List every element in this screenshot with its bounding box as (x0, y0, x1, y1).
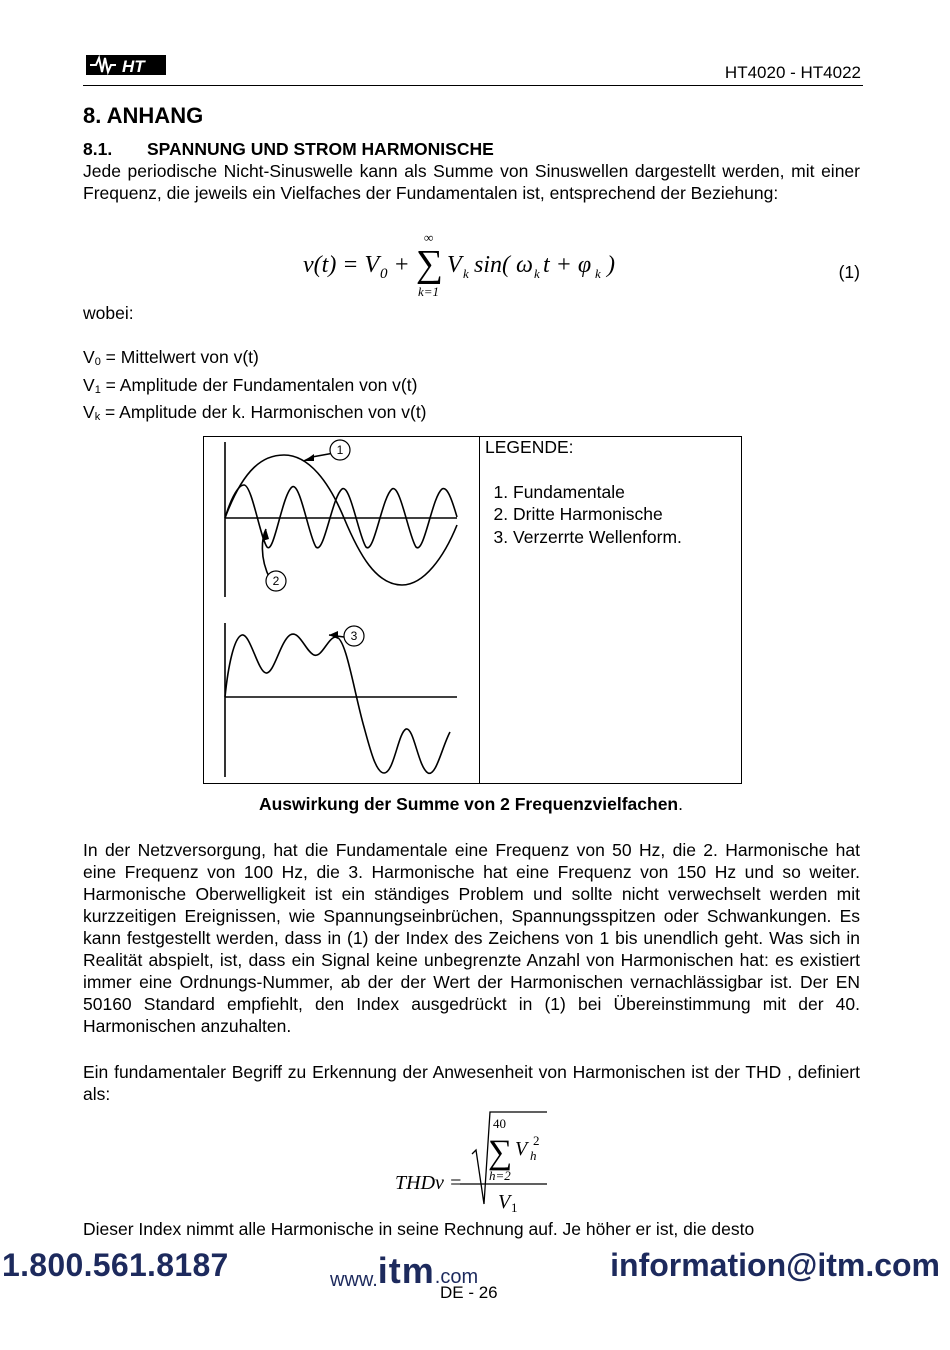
thd-lhs: THDv = (395, 1172, 463, 1194)
subsection-title: SPANNUNG UND STROM HARMONISCHE (147, 139, 494, 159)
harmonics-paragraph: In der Netzversorgung, hat die Fundamentale eine Frequenz von 50 Hz, die 2. Harmonische hat eine Frequenz von 100 Hz, die 3. Harmonische hat eine Frequenz von 150 Hz und so weiter. Harmonische Oberwelligkeit ist ein ständiges Problem und sollte nicht verwechselt werden mit kurzzeitigen Ereignissen, wie Spannungseinbrüchen, Spannungsspitzen oder Schwankungen. Es kann festgestellt werden, dass in (1) der Index des Zeichens von 1 bis unendlich geht. Was sich in Realität abspielt, ist, dass ein Signal keine unbegrenzte Anzahl von Harmonischen hat: es existiert immer eine Ordnungs-Nummer, ab der der Wert der Harmonischen vernachlässigbar ist. Der EN 50160 Standard empfiehlt, den Index ausgedrückt in (1) bei Übereinstimmung mit der 40. Harmonischen anzuhalten. (83, 840, 860, 1036)
marker-2-label: 2 (272, 574, 280, 588)
marker-1-arrowhead (304, 454, 314, 461)
legend-title: LEGENDE: (485, 437, 574, 457)
ht-logo (86, 52, 168, 78)
formula1-sum-bottom: k=1 (418, 284, 440, 299)
closing-paragraph: Dieser Index nimmt alle Harmonische in seine Rechnung auf. Je höher er ist, die desto (83, 1219, 755, 1239)
figure-legend (485, 436, 682, 548)
thd-term-sup: 2 (533, 1133, 540, 1148)
thd-sum-symbol: ∑ (488, 1134, 513, 1171)
figure-divider (479, 436, 480, 784)
thd-sum-bottom: h=2 (489, 1168, 511, 1183)
formula1-phi-sub: k (595, 266, 601, 281)
definition-vk: $V_k$ = Amplitude der k. Harmonischen von v(t) (83, 402, 427, 423)
formula1-t-phi: t + φ (543, 252, 592, 278)
legend-item: 2. Dritte Harmonische (513, 503, 682, 526)
equation-number: (1) (838, 262, 860, 282)
header-rule (83, 85, 863, 86)
fourier-formula (300, 230, 640, 302)
thd-den-sub: 1 (511, 1200, 518, 1215)
definitions-list (83, 346, 427, 429)
caption-bold: Auswirkung der Summe von 2 Frequenzvielfachen (258, 794, 679, 814)
footer-brand: itm (377, 1250, 435, 1291)
formula1-term: V (447, 252, 462, 278)
footer-phone: 1.800.561.8187 (2, 1247, 229, 1283)
legend-item: 1. Fundamentale (513, 481, 682, 504)
marker-3-label: 3 (350, 629, 358, 643)
formula1-sum-top: ∞ (424, 230, 434, 245)
formula1-close: ) (607, 252, 615, 278)
page-number: DE - 26 (440, 1283, 498, 1302)
footer-dotcom: .com (434, 1266, 479, 1288)
model-number: HT4020 - HT4022 (724, 63, 861, 82)
sum-symbol: ∑ (416, 243, 444, 285)
logo-text: HT (122, 57, 145, 76)
definition-v0: $V_0$ = Mittelwert von v(t) (83, 347, 259, 368)
formula1-plus: + (395, 252, 409, 278)
thd-term-sub: h (530, 1148, 537, 1163)
thd-sum-top: 40 (493, 1116, 506, 1131)
wobei-label: wobei: (83, 303, 134, 323)
legend-item: 3. Verzerrte Wellenform. (513, 526, 682, 549)
distorted-wave (225, 634, 450, 773)
thd-den: V (498, 1191, 511, 1213)
caption-end: . (678, 794, 683, 814)
thd-intro-paragraph: Ein fundamentaler Begriff zu Erkennung der Anwesenheit von Harmonischen ist der THD , definiert als: (83, 1062, 860, 1104)
legend-list (485, 481, 682, 549)
intro-paragraph: Jede periodische Nicht-Sinuswelle kann als Summe von Sinuswellen dargestellt werden, mit einer Frequenz, die jeweils ein Vielfaches der Fundamentalen ist, entsprechend der Beziehung: (83, 161, 860, 203)
footer-email: information@itm.com (610, 1247, 940, 1283)
marker-1-label: 1 (336, 443, 344, 457)
fundamental-wave (225, 455, 457, 585)
formula1-lhs: v(t) = V (303, 252, 380, 278)
formula1-term-sub: k (463, 266, 469, 281)
footer-www-prefix: www. (330, 1269, 378, 1291)
subsection-number: 8.1. (83, 139, 113, 159)
footer-website (330, 1250, 515, 1291)
figure-caption (0, 794, 942, 815)
subsection-heading (83, 139, 494, 160)
thd-formula (390, 1108, 560, 1216)
thd-term: V (515, 1138, 528, 1160)
formula1-omega-sub: k (534, 266, 540, 281)
formula1-v0-sub: 0 (380, 266, 388, 282)
section-title: 8. ANHANG (83, 103, 204, 128)
definition-v1: $V_1$ = Amplitude der Fundamentalen von v(t) (83, 374, 418, 396)
third-harmonic-wave (225, 485, 457, 548)
harmonics-waveform-figure (204, 437, 479, 783)
formula1-sin: sin( ω (474, 252, 533, 278)
